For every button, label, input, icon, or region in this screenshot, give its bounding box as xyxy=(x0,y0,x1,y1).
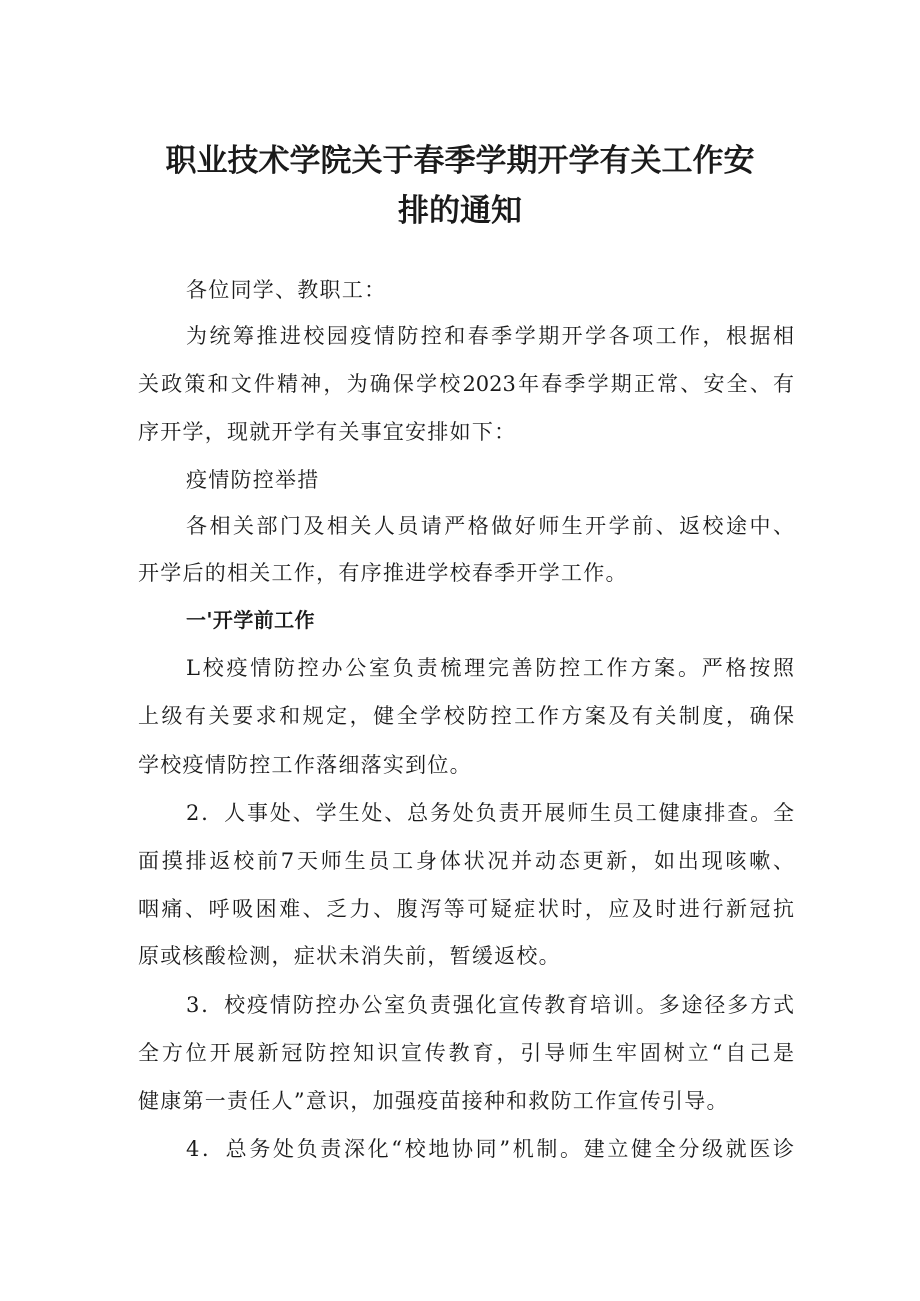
document-title-line-2: 排的通知 xyxy=(398,193,522,229)
section-intro-line-2: 开学后的相关工作，有序推进学校春季开学工作。 xyxy=(138,561,628,585)
item4-line-1: 4．总务处负责深化“校地协同”机制。建立健全分级就医诊 xyxy=(186,1137,794,1161)
intro-line-3: 序开学，现就开学有关事宜安排如下： xyxy=(138,420,517,444)
intro-line-1: 为统筹推进校园疫情防控和春季学期开学各项工作，根据相 xyxy=(186,324,794,348)
section-title: 疫情防控举措 xyxy=(186,468,320,492)
section-intro-line-1: 各相关部门及相关人员请严格做好师生开学前、返校途中、 xyxy=(186,514,794,538)
item2-line-2: 面摸排返校前7天师生员工身体状况并动态更新，如出现咳嗽、 xyxy=(138,849,794,873)
intro-line-2: 关政策和文件精神，为确保学校2023年春季学期正常、安全、有 xyxy=(138,372,794,396)
item2-line-3: 咽痛、呼吸困难、乏力、腹泻等可疑症状时，应及时进行新冠抗 xyxy=(138,897,794,921)
item3-line-3: 健康第一责任人”意识，加强疫苗接种和救防工作宣传引导。 xyxy=(138,1089,729,1113)
document-title-line-1: 职业技术学院关于春季学期开学有关工作安 xyxy=(165,143,755,179)
subsection-title: 一'开学前工作 xyxy=(186,608,315,632)
item1-line-3: 学校疫情防控工作落细落实到位。 xyxy=(138,753,472,777)
item2-line-4: 原或核酸检测，症状未消失前，暂缓返校。 xyxy=(138,944,561,968)
item1-line-1: L校疫情防控办公室负责梳理完善防控工作方案。严格按照 xyxy=(186,656,794,680)
item3-line-1: 3．校疫情防控办公室负责强化宣传教育培训。多途径多方式 xyxy=(186,993,794,1017)
item3-line-2: 全方位开展新冠防控知识宣传教育，引导师生牢固树立“自己是 xyxy=(138,1041,794,1065)
item2-line-1: 2．人事处、学生处、总务处负责开展师生员工健康排查。全 xyxy=(186,801,794,825)
item1-line-2: 上级有关要求和规定，健全学校防控工作方案及有关制度，确保 xyxy=(138,704,794,728)
salutation: 各位同学、教职工： xyxy=(186,278,387,302)
